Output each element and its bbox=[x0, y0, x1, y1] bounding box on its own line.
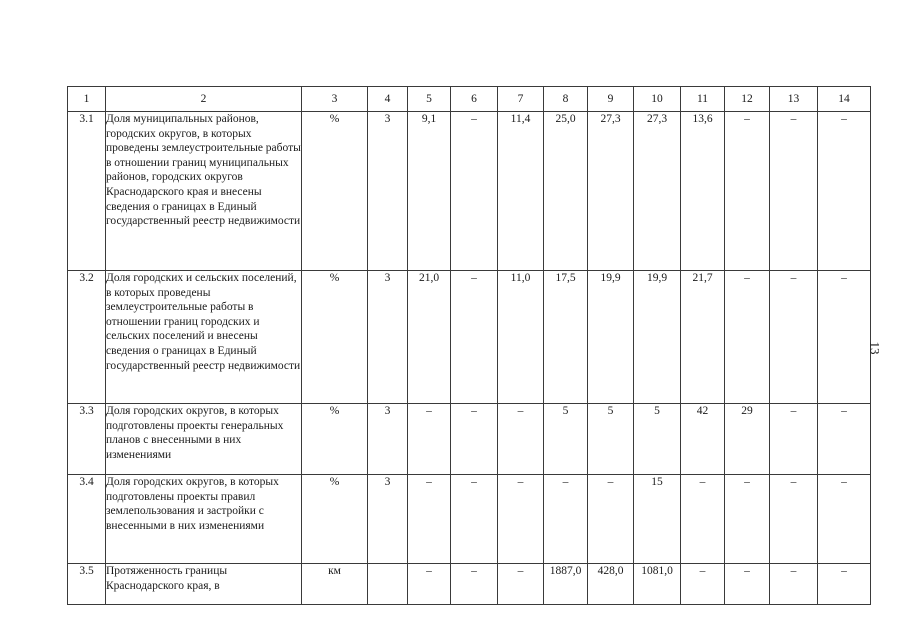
header-cell: 7 bbox=[498, 87, 544, 112]
value-cell: – bbox=[408, 564, 451, 605]
row-number: 3.2 bbox=[68, 271, 106, 404]
header-cell: 14 bbox=[818, 87, 871, 112]
value-cell: 29 bbox=[725, 404, 770, 475]
value-cell: 3 bbox=[368, 271, 408, 404]
value-cell: – bbox=[498, 564, 544, 605]
value-cell: 11,0 bbox=[498, 271, 544, 404]
value-cell: 428,0 bbox=[588, 564, 634, 605]
unit-cell: % bbox=[302, 475, 368, 564]
value-cell: 1887,0 bbox=[544, 564, 588, 605]
row-number: 3.5 bbox=[68, 564, 106, 605]
value-cell: – bbox=[770, 564, 818, 605]
header-cell: 1 bbox=[68, 87, 106, 112]
value-cell: – bbox=[498, 475, 544, 564]
value-cell: – bbox=[451, 404, 498, 475]
table-row bbox=[68, 112, 871, 271]
value-cell: 9,1 bbox=[408, 112, 451, 271]
value-cell: – bbox=[818, 112, 871, 271]
value-cell: – bbox=[588, 475, 634, 564]
value-cell: 13,6 bbox=[681, 112, 725, 271]
indicator-name: Доля городских округов, в которых подготовлены проекты генеральных планов с внесенными в них изменениями bbox=[106, 404, 302, 475]
value-cell: 3 bbox=[368, 404, 408, 475]
header-cell: 2 bbox=[106, 87, 302, 112]
value-cell: 5 bbox=[544, 404, 588, 475]
value-cell: – bbox=[451, 564, 498, 605]
table-row bbox=[68, 271, 871, 404]
unit-cell: км bbox=[302, 564, 368, 605]
header-cell: 4 bbox=[368, 87, 408, 112]
value-cell: 42 bbox=[681, 404, 725, 475]
value-cell: – bbox=[818, 564, 871, 605]
value-cell: 15 bbox=[634, 475, 681, 564]
indicator-name: Доля городских и сельских поселений, в которых проведены землеустроительные работы в отношении границ городских и сельских поселений и внесены сведения о границах в Единый государственный реестр недвижимости bbox=[106, 271, 302, 404]
value-cell: – bbox=[770, 271, 818, 404]
header-cell: 9 bbox=[588, 87, 634, 112]
header-cell: 13 bbox=[770, 87, 818, 112]
table-header-row bbox=[68, 87, 871, 112]
row-number: 3.1 bbox=[68, 112, 106, 271]
header-cell: 6 bbox=[451, 87, 498, 112]
indicator-name: Доля муниципальных районов, городских округов, в которых проведены землеустроительные работы в отношении границ муниципальных районов, городских округов Краснодарского края и внесены сведения о границах в Единый государственный реестр недвижимости bbox=[106, 112, 302, 271]
table-row bbox=[68, 564, 871, 605]
value-cell: 11,4 bbox=[498, 112, 544, 271]
value-cell: 27,3 bbox=[634, 112, 681, 271]
header-cell: 8 bbox=[544, 87, 588, 112]
value-cell: – bbox=[681, 475, 725, 564]
value-cell: – bbox=[818, 271, 871, 404]
value-cell: – bbox=[725, 564, 770, 605]
value-cell: 1081,0 bbox=[634, 564, 681, 605]
row-number: 3.3 bbox=[68, 404, 106, 475]
header-cell: 12 bbox=[725, 87, 770, 112]
table-row bbox=[68, 475, 871, 564]
value-cell: 25,0 bbox=[544, 112, 588, 271]
unit-cell: % bbox=[302, 271, 368, 404]
value-cell: – bbox=[770, 404, 818, 475]
value-cell: – bbox=[770, 475, 818, 564]
row-number: 3.4 bbox=[68, 475, 106, 564]
value-cell: – bbox=[725, 112, 770, 271]
value-cell: – bbox=[818, 404, 871, 475]
value-cell bbox=[368, 564, 408, 605]
value-cell: 21,7 bbox=[681, 271, 725, 404]
value-cell: – bbox=[451, 112, 498, 271]
indicator-name: Протяженность границы Краснодарского края, в bbox=[106, 564, 302, 605]
indicator-name: Доля городских округов, в которых подготовлены проекты правил землепользования и застройки с внесенными в них изменениями bbox=[106, 475, 302, 564]
value-cell: – bbox=[498, 404, 544, 475]
header-cell: 5 bbox=[408, 87, 451, 112]
header-cell: 10 bbox=[634, 87, 681, 112]
header-cell: 3 bbox=[302, 87, 368, 112]
value-cell: 19,9 bbox=[634, 271, 681, 404]
value-cell: 5 bbox=[588, 404, 634, 475]
header-cell: 11 bbox=[681, 87, 725, 112]
value-cell: 3 bbox=[368, 112, 408, 271]
document-sheet bbox=[67, 86, 871, 605]
value-cell: 21,0 bbox=[408, 271, 451, 404]
value-cell: – bbox=[408, 404, 451, 475]
value-cell: 5 bbox=[634, 404, 681, 475]
unit-cell: % bbox=[302, 112, 368, 271]
indicator-table bbox=[67, 86, 871, 605]
value-cell: – bbox=[818, 475, 871, 564]
value-cell: – bbox=[725, 475, 770, 564]
value-cell: – bbox=[544, 475, 588, 564]
table-row bbox=[68, 404, 871, 475]
value-cell: 27,3 bbox=[588, 112, 634, 271]
unit-cell: % bbox=[302, 404, 368, 475]
value-cell: 19,9 bbox=[588, 271, 634, 404]
value-cell: 17,5 bbox=[544, 271, 588, 404]
value-cell: – bbox=[681, 564, 725, 605]
value-cell: – bbox=[770, 112, 818, 271]
value-cell: – bbox=[451, 271, 498, 404]
value-cell: 3 bbox=[368, 475, 408, 564]
value-cell: – bbox=[725, 271, 770, 404]
page-number: 13 bbox=[867, 341, 883, 355]
value-cell: – bbox=[408, 475, 451, 564]
value-cell: – bbox=[451, 475, 498, 564]
